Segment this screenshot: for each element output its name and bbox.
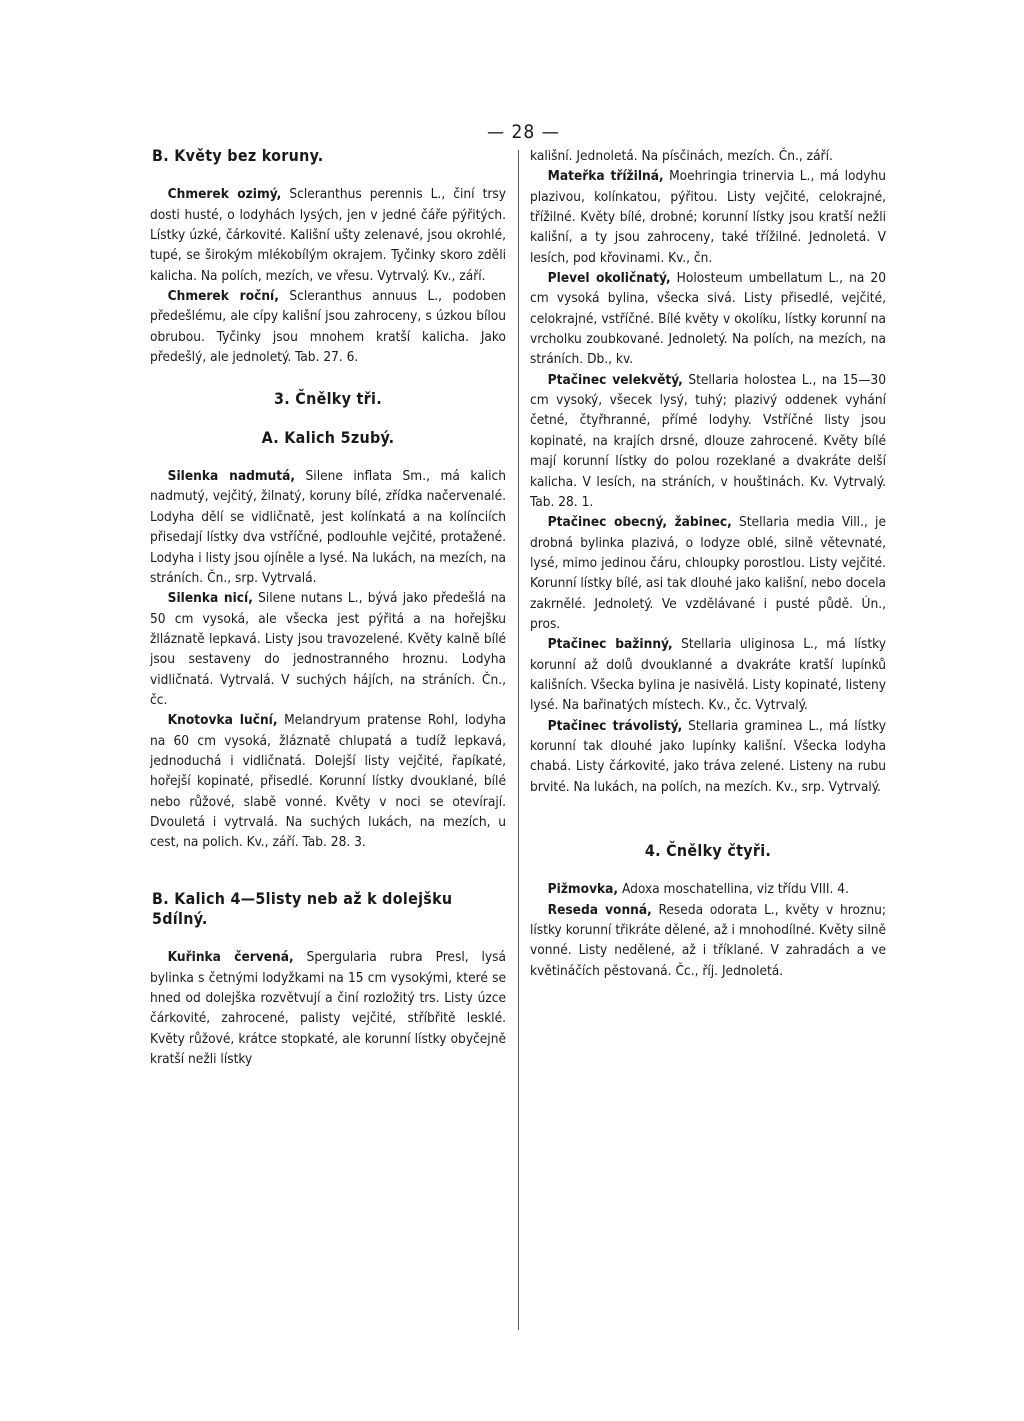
section-heading-calyx-5-toothed: A. Kalich 5zubý.: [261, 427, 395, 447]
species-description: Silene inflata Sm., má kalich nadmutý, vejčitý, žilnatý, koruny bílé, zřídka načervenalé. Lodyha dělí se vidličnatě, jest kolínkatá a na kolínciích přisedají lístky dva vstříčné, podlouhle vejčité, protažené. Lodyha i listy jsou ojíněle a lysé. Na lukách, na mezích, na stráních. Čn., srp. Vytrvalá.: [150, 468, 506, 586]
entry-silenka-nici: [150, 588, 506, 710]
section-heading-calyx-4-5-leaved: B. Kalich 4—5listy neb až k dolejšku 5dílný.: [152, 888, 453, 928]
species-description: Stellaria holostea L., na 15—30 cm vysoký, všecek lysý, tuhý; plazivý oddenek vyhání četné, čtyřhranné, přímé lodyhy. Vstříčné listy jsou kopinaté, na krajích drsné, dlouze zahrocené. Květy bílé mají korunní lístky do polou rozeklané a dvakráte delší kalicha. V lesích, na stráních, v houštinách. Kv. Vytrvalý. Tab. 28. 1.: [530, 371, 886, 510]
species-name: Silenka nadmutá,: [167, 468, 296, 485]
column-divider: [518, 150, 519, 1330]
species-name: Kuřinka červená,: [167, 949, 294, 966]
page-number: — 28 —: [487, 121, 560, 143]
entry-chmerek-ozimy: [150, 184, 506, 286]
right-column: [530, 146, 886, 981]
species-description: Scleranthus perennis L., činí trsy dosti husté, o lodyhách lysých, jen v jedné čáře pýřitých. Lístky úzké, čárkovité. Kališní ušty zelenavé, jsou okrohlé, tupé, se širokým mlékobílým okrajem. Tyčinky skoro zděli kalicha. Na polích, mezích, ve vřesu. Vytrvalý. Kv., září.: [150, 186, 506, 284]
left-column: [150, 146, 506, 1069]
species-description: Stellaria uliginosa L., má lístky korunní až dolů dvouklanné a dvakráte kratší lupínků kališních. Všecka bylina je nasivělá. Listy kopinaté, listeny lysé. Na bařinatých místech. Kv., čc. Vytrvalý.: [530, 636, 886, 714]
entry-chmerek-rocni: [150, 286, 506, 367]
entry-materka-trizilna: [530, 166, 886, 268]
section-heading-flowers-without-corolla: B. Květy bez koruny.: [152, 146, 324, 165]
species-description: Melandryum pratense Rohl, lodyha na 60 cm vysoká, žláznatě chlupatá a tudíž lepkavá, jednoduchá i vidličnatá. Dolejší listy vejčité, řapíkaté, hořejší kopinaté, přisedlé. Korunní lístky dvouklané, bílé nebo růžové, slabě vonné. Květy v noci se otevírají. Dvouletá i vytrvalá. Na suchých lukách, na mezích, u cest, na polich. Kv., září. Tab. 28. 3.: [150, 712, 506, 851]
species-description: Adoxa moschatellina, viz třídu VIII. 4.: [618, 881, 849, 898]
species-name: Mateřka třížilná,: [547, 168, 664, 185]
species-description: Holosteum umbellatum L., na 20 cm vysoká bylina, všecka sivá. Listy přisedlé, vejčité, celokrajné, vstříčné. Bílé květy v okolíku, lístky korunní na vrcholku zoubkované. Jednoletý. Na polích, na mezích, na stráních. Db., kv.: [530, 270, 886, 368]
entry-plevel-okolicnaty: [530, 268, 886, 370]
species-description: Stellaria media Vill., je drobná bylinka plazivá, o lodyze oblé, silně větevnaté, lysé, mimo jedinou čáru, chloupky porostlou. Listy vejčité. Korunní lístky bílé, asi tak dlouhé jako kališní, nebo docela zakrnělé. Jednoletý. Ve vzdělávané i pusté půdě. Ún., pros.: [530, 514, 886, 632]
species-name: Chmerek ozimý,: [167, 186, 282, 203]
entry-reseda-vonna: [530, 900, 886, 981]
species-name: Ptačinec obecný, žabinec,: [547, 514, 732, 531]
species-description: Stellaria graminea L., má lístky korunní tak dlouhé jako lupínky kališní. Všecka lodyha chabá. Listy čárkovité, jako tráva zelené. Listeny na rubu brvité. Na lukách, na polích, na mezích. Kv., srp. Vytrvalý.: [530, 717, 886, 795]
species-name: Ptačinec bažinný,: [547, 636, 673, 653]
species-description: Spergularia rubra Presl, lysá bylinka s četnými lodyžkami na 15 cm vysokými, které se hned od dolejška rozvětvují a činí rozložitý trs. Listy úzce čárkovité, zahrocené, palisty vejčité, stříbřitě lesklé. Květy růžové, krátce stopkaté, ale korunní lístky obyčejně kratší nežli lístky: [150, 949, 507, 1068]
species-name: Chmerek roční,: [167, 288, 279, 305]
entry-knotovka-lucni: [150, 710, 506, 852]
species-name: Pižmovka,: [547, 881, 619, 898]
entry-ptacinec-obecny: [530, 512, 886, 634]
species-name: Knotovka luční,: [167, 712, 278, 729]
entry-pizmovka: [530, 879, 886, 899]
species-name: Reseda vonná,: [547, 901, 652, 918]
species-name: Plevel okoličnatý,: [547, 270, 671, 287]
entry-silenka-nadmuta: [150, 466, 506, 588]
species-name: Ptačinec velekvětý,: [547, 371, 683, 388]
species-name: Silenka nicí,: [167, 590, 253, 607]
entry-ptacinec-bazinny: [530, 634, 886, 715]
species-name: Ptačinec trávolistý,: [547, 717, 683, 734]
entry-kurinka-cervena: [150, 947, 506, 1069]
section-heading-three-styles: 3. Čnělky tři.: [274, 389, 382, 409]
species-description: Scleranthus annuus L., podoben předešlému, ale cípy kališní jsou zahroceny, s úzkou bílou obrubou. Tyčinky jsou mnohem kratší kalicha. Jako předešlý, ale jednoletý. Tab. 27. 6.: [150, 288, 506, 366]
species-description: Reseda odorata L., květy v hroznu; lístky korunní třikráte dělené, až i mnohodílné. Květy silně vonné. Listy nedělené, až i tříklané. V zahradách a ve květináčích pěstovaná. Čc., říj. Jednoletá.: [530, 901, 886, 979]
species-description: Silene nutans L., bývá jako předešlá na 50 cm vysoká, ale všecka jest pýřitá a na hořejšku žlláznatě lepkavá. Listy jsou travozelené. Květy kalně bílé jsou sestaveny do jednostranného hroznu. Lodyha vidličnatá. Vytrvalá. V suchých hájích, na stráních. Čn., čc.: [150, 590, 506, 708]
entry-ptacinec-travolisty: [530, 716, 886, 797]
section-heading-four-styles: 4. Čnělky čtyři.: [644, 841, 772, 860]
entry-continuation: kališní. Jednoletá. Na písčinách, mezích. Čn., září.: [530, 148, 833, 164]
species-description: Moehringia trinervia L., má lodyhu plazivou, kolínkatou, pýřitou. Listy vejčité, celokrajné, třížilné. Květy bílé, drobné; korunní lístky jsou kratší nežli kališní, a ty jsou zahroceny, také třížilné. Jednoletá. V lesích, pod křovinami. Kv., čn.: [530, 168, 886, 266]
entry-ptacinec-velekvety: [530, 370, 886, 512]
